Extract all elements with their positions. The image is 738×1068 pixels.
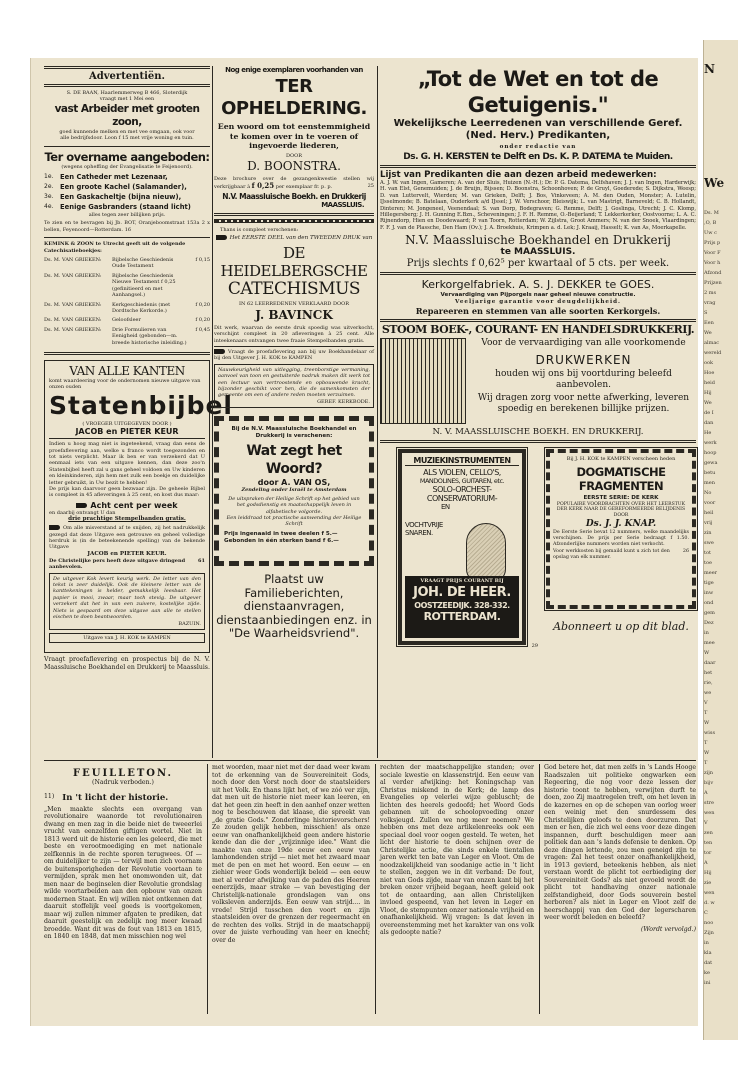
strip-line: mee: [704, 640, 715, 646]
feuilleton-text-3: rechten der maatschappelijke standen; over sociale kwestie en klassenstrijd. Een eeuw van al verder afwijking: het Koningschap van Christus miskend in de Kerk; de lamp des Evangelies op velerlei wijze gebluscht; de lichten des heerels gedoofd; het Woord Gods gebannen uit de schoolopvoeding onzer volksjeugd. Zullen we nog meer noemen? We hebben ons met deze artikelenreeks ook een speciaal doel voor oogen gesteld. Te weten, het licht der historie te doen schijnen over de Christelijke actie, die sinds enkele tientallen jaren werkt ten bate van Leger en Vloot. Om de noodzakelijkheid van soodanige actie in 't licht te stellen, zeggen we in dit verband: De fout, niet van Gods zijde, maar van onzen kant bij het breken onzer vrijheid begaan, heeft geleid ook tot de ontaarding, aan allen Christelijken invloed gespeend, van het leven in Leger en Vloot, de stempunten onzer nationale vrijheid en onafhankelijkheid. Wij vragen: Is dat leven in overeenstemming met het karakter van ons volk als gedoopte natie?: [380, 764, 534, 936]
overname-item-number: 3e.: [44, 193, 54, 201]
strip-line: V: [704, 820, 708, 826]
strip-line: dat: [704, 960, 713, 966]
dog-body-2: Voor werkkosten bij gemaild kunt u zich tot den opslag van elk nummer.: [553, 549, 670, 561]
bavinck-note-text: Vraagt de proefaflevering aan bij uw Boekhandelaar of bij den Uitgever J. H. KOK te KAMPEN: [214, 349, 374, 362]
kemink-item-title: Geloofsleer: [112, 317, 141, 324]
lijst-title: Lijst van Predikanten die aan dezen arbeid medewerken:: [380, 170, 657, 180]
overname-subtitle: (wegens opheffing der Evangelisatie te Feijenoord).: [61, 163, 193, 170]
section-title: Advertentiën.: [89, 71, 165, 82]
debaan-line-3: goed kunnende melken en met vee omgaan, ook voor: [59, 128, 195, 135]
muz-name: JOH. DE HEER.: [413, 584, 511, 600]
middle-ads-column: [214, 66, 374, 758]
overname-item: [44, 182, 210, 192]
lijst-prijs: Prijs slechts f 0,62⁵ per kwartaal of 5 cts. per week.: [406, 258, 670, 270]
strip-line: Afzond: [704, 270, 722, 276]
debaan-line-4: alle bedrijfsdoor. Loon f 15 met vrije woning en tuin.: [60, 135, 194, 142]
strip-line: Hoe: [704, 370, 715, 376]
dog-title-2: FRAGMENTEN: [578, 478, 664, 493]
overname-item: [44, 202, 210, 212]
muz-line-7: SNAREN.: [405, 529, 433, 538]
strip-line: men: [704, 480, 715, 486]
strip-line: 2 ms: [704, 290, 717, 296]
dog-body-row: [553, 549, 689, 561]
tot-de-wet-sub-2: (Ned. Herv.) Predikanten,: [465, 130, 611, 141]
lijst-body: A. J. W. van Ingen, Gameren; A. van der Sluis, Huizen (N.-H.); Dr. P. G. Datema, Delfshaven; J. J. van Ingen, Harderwijk; H. van Elst, Genemuiden; J. de Bruijn, Bijssen; D. Boonstra, Schoonhoven; P. de Gruyl, Goederede; S. Dijkstra, Weesp; D. van Luttervelt, Wierden; M. van Grieken, Delft; J. Bos, Vinkeveen; A. M. den Ouden, Monster; A. Lutelin, IJsselmonde; B. Batelaan, Ouderkerk a/d IJssel; J. W. Verschoor, Bleiswijk; L. van Mastrigt, Barneveld; C. B. Hollandt, Dinteren; M. Jongeneel, Veenendaal; S. van Dorp, Bodegraven; G. Remme, Delft; J. Goslinga, Utrecht; J. C. Klomp, Hillegersberg; J. H. Gunning E.Bzn., Scheveningen; J. F. H. Remme, O.-Beijerland; T. Lekkerkerker, Oostvoorne; L. A. C. Rijnendorp, Hien en Doodewaard; P. van Toorn, Rotterdam; W. Zijlstra, Groot Ammers; N. van der Snoek, Vlaardingen; F. F. J. van de Plassche, Den Ham (Ov.); J. A. Broekhuis, Krimpen a. d. Lek; J. Kraaij, Hasselt; K. van As, Moerkapelle.: [380, 180, 696, 231]
strip-line: gem: [704, 610, 715, 616]
vak-christ-num: 61: [198, 557, 205, 564]
strip-line: vrij: [704, 520, 713, 526]
strip-line: zijn: [704, 770, 714, 776]
chapter-title: In 't licht der historie.: [62, 792, 169, 803]
muz-line-2: MANDOLINES, GUITAREN, etc.: [419, 477, 505, 486]
abonneert: Abonneert u op dit blad.: [553, 620, 689, 634]
lijst-nv: N.V. Maassluische Boekhandel en Drukkerij: [405, 233, 671, 248]
tot-de-wet-sub-1: Wekelijksche Leerredenen van verschillende Geref.: [393, 118, 683, 129]
strip-line: Hij: [704, 390, 712, 396]
kemink-item-name: Ds. M. VAN GRIEKEN:: [44, 326, 102, 333]
pointing-hand-icon: [49, 525, 60, 530]
strip-line: heil: [704, 510, 714, 516]
feuilleton-text-4: God betere het, dat men zelfs in 's Lands Hooge Raadszalen uit politieke ongwarken een Regeering, die nog voor deze lessen der historie toont te hebben, verwijten durft te doen, zoo Zij maatregelen treft, om het leven in de kazernes en op de schepen van oorlog weer een weinig met den snurdessem des Christelijken geloofs te doen doorzuren. Dat men er hen, die zich wel eens voor deze dingen inspannen, durft beschuldigen meer aan politiek dan aan 's lands defensie te denken. Op deze dingen lettende, zou men geneigd zijn te vragen: Zal het teest onzer onafhankelijkheid, in 1913 gevierd, beteekenis hebben, als niet verstaan wordt de plicht tot eerbiediging der Souvereiniteit Gods? als niet gevoeld wordt de plicht tot handhaving onzer nationale zelfstandigheid, door Gods souverein bestel herboren? als niet in Leger en Vloot zelf de heerschappij van den God der legerscharen weer wordt beleden en beleefd?: [544, 764, 696, 921]
strip-line: swe: [704, 540, 714, 546]
dog-subtitle: POPULAIRE VOORDRACHTEN OVER HET LEERSTUK DER KERK NAAR DE GEREFORMEERDE BELIJDENIS DOOR: [556, 501, 686, 518]
violin-illustration: [466, 523, 506, 583]
price-tail: per exemplaar fr. p. p.: [275, 183, 333, 190]
dog-pre: Bij J. H. KOK te KAMPEN verscheen heden: [566, 456, 676, 463]
muz-line-5: EN: [441, 503, 450, 512]
strip-line: We: [704, 400, 712, 406]
strip-line: tot: [704, 550, 712, 556]
vak-quote-source: BAZUIN.: [178, 620, 201, 627]
overname-item-text: Eenige Gasbranders (staand licht): [60, 203, 191, 212]
strip-line: d. w: [704, 900, 715, 906]
strip-line: zin: [704, 530, 712, 536]
vos-price-2: Gebonden in één sterken band f 6.—: [224, 537, 339, 544]
debaan-line-1: S. DE BAAN, Haarlemmerweg B 466, Sloterdijk: [66, 90, 188, 96]
boonstra-price: [214, 176, 374, 190]
statenbijbel-title: Statenbijbel: [49, 390, 233, 420]
nv-maassluis: N.V. Maassluische Boekh. en Drukkerij: [222, 192, 366, 201]
vak-christ-row: [49, 558, 205, 571]
eerste-text: Het EERSTE DEEL van den TWEEDEN DRUK van: [229, 235, 373, 242]
door-label: DOOR: [286, 152, 302, 159]
kemink-item-title: Kerkgeschiedenis (met Dordtsche Kerkorde.): [112, 301, 171, 314]
strip-line: meer: [704, 570, 718, 576]
strip-line: S: [704, 310, 708, 316]
dekker-sub-2: Veeljarige garantie voor deugdelijkheid.: [455, 299, 621, 306]
kemink-item-price: f 0,20: [195, 317, 210, 324]
strip-line: vrag: [704, 300, 716, 306]
strip-line: rie,: [704, 680, 713, 686]
kemink-item: [44, 327, 210, 346]
strip-line: No: [704, 490, 712, 496]
strip-line: in: [704, 630, 709, 636]
strip-line: heid: [704, 380, 715, 386]
ornament-bar: [214, 219, 374, 223]
pointing-hand-icon: [76, 503, 87, 508]
feuilleton-rule: [44, 760, 696, 761]
kemink-item-name: Ds. M. VAN GRIEKEN:: [44, 301, 102, 308]
dekker-sub-1: Vervaardiging van Pijporgels naar geheel nieuwe constructie.: [440, 292, 636, 299]
debaan-line-2: vraagt met 1 Mei een: [99, 96, 155, 103]
strip-line: Ds. M: [704, 210, 719, 216]
debaan-headline: vast Arbeider met grooten zoon,: [54, 102, 200, 128]
muz-title: MUZIEKINSTRUMENTEN: [405, 456, 519, 466]
strip-line: zen: [704, 830, 713, 836]
vak-body-2: De prijs kan daarvoor geen bezwaar zijn. De geheele Bijbel is compleet in 45 afleveringen à 25 cent, en kost dus maar:: [49, 486, 205, 499]
kemink-item-title: Bijbelsche Geschiedenis Oude Testament: [112, 257, 174, 270]
feuilleton-section: [44, 764, 696, 1022]
right-ads-column: [380, 66, 696, 758]
kemink-list: [44, 257, 210, 346]
lijst-te: te MAASSLUIS.: [500, 247, 576, 258]
strip-line: A: [704, 860, 708, 866]
strip-line: T: [704, 740, 708, 746]
muz-line-1: ALS VIOLEN, CELLO'S,: [423, 468, 501, 478]
vak-keur-2: JACOB en PIETER KEUR.: [87, 550, 167, 557]
muz-line-6: VOCHTVRIJE: [405, 521, 443, 530]
strip-line: in: [704, 940, 709, 946]
strip-line: wiss: [704, 730, 716, 736]
stoom-text-2: houden wij ons bij voortduring beleefd aanbevolen.: [495, 369, 672, 391]
strip-initial: N: [704, 62, 715, 76]
strip-line: daar: [704, 660, 716, 666]
heidelbergsche-line-1: DE HEIDELBERGSCHE: [220, 244, 368, 281]
vak-title: VAN ALLE KANTEN: [69, 363, 185, 378]
thans-label: Thans is compleet verschenen:: [220, 227, 299, 233]
drukwerken: DRUKWERKEN: [535, 353, 632, 368]
vak-publisher: JACOB en PIETER KEUR: [75, 427, 179, 437]
strip-line: werk: [704, 440, 717, 446]
stoom-nv: N. V. MAASSLUISCHE BOEKH. EN DRUKKERIJ.: [432, 427, 644, 438]
vak-quote: De uitgever Kok levert keurig werk. De letter van den tekst is zeer duidelijk. Ook de kleinere letter van de kanttekeningen is helder, gemakkelijk leesbaar. Het papier is mooi, zwaar, maar toch stevig. De uitgever verzekert dat het in van een zuivere, kostelijke zijde. Niets is gespaard om deze uitgave aan alle te stellen eischen te doen beantwoorden.: [53, 575, 201, 621]
vak-price: [49, 501, 205, 510]
muz-city: ROTTERDAM.: [423, 609, 501, 623]
door-vos: door A. VAN OS,: [257, 478, 331, 488]
strip-line: kla: [704, 950, 712, 956]
vak-price-2: en daarbij ontvangt U dan: [49, 509, 116, 516]
muz-line-8: VRAAGT PRIJS COURANT BIJ: [420, 578, 504, 585]
bavinck-quote: Nauwkeurigheid van uitlegging, treenborstige vermaning, aanvoel van toon en gestuiterde nadruk maken dit werk tot een lectuur van vertroostende en opbouwende kracht, bijzonder geschikt voor hen, die de samenkomsten der gemeente om een of andere reden moeten verzuimen.: [218, 366, 370, 399]
kemink-item-price: f 0,20: [195, 301, 210, 308]
strip-line: de I: [704, 410, 714, 416]
feuilleton-text-1: „Men maakte slechts een overgang van revolutionaire waanorde tot revolutionairen dwang en men zag in die beide niet de tweeerlei vrucht van eenzelfden giftigen wortel. Niet in 1813 werd uit de historie een les geleerd, die met beste en verootmoediging en met nationale zelfkennis in de rechte sporen terugwees. Of — om duidelijker te zijn — terwijl men zich voornam de buitensporigheden der Revolutie voortaan te vermijden, sprak men het onomwonden uit, dat men naar de beginselen dier Revolutie grondslag wilde voortarbeiden aan den opbouw van onzen modernen Staat. En wij willen niet ontkennen dat daaruit stoffelijk veel goeds is voortgekomen, maar wij zullen nimmer afgaten te prediken, dat daaruit geestelijk en zedelijk nog meer kwaad broedde. Want dit was de fout van 1813 en 1815, en 1840 en 1848, dat men misschien nog wel: [44, 805, 202, 941]
overname-title: Ter overname aangeboden:: [44, 149, 210, 164]
strip-heading: We: [704, 176, 725, 190]
kemink-item-title: Bijbelsche Geschiedenis Nieuwe Testament f 0,25 (gefinitieerd en met Aanhangsel.): [112, 272, 176, 299]
statenbijbel-ad: [44, 360, 233, 653]
kemink-item-price: f 0,15: [195, 257, 210, 264]
strip-line: ke: [704, 970, 710, 976]
bavinck-note: [214, 349, 374, 362]
strip-line: we: [704, 690, 712, 696]
overname-item-text: Een Gaskacheltje (bijna nieuw),: [60, 193, 182, 202]
muz-contact-block: [405, 576, 519, 638]
kemink-item: [44, 257, 210, 270]
dog-body: De Eerste Serie bevat 12 nummers, welke maandelijks verschijnen. De prijs per Serie bedraagt f 1.50. Afzonderlijke nummers worden niet verkocht.: [553, 530, 689, 548]
strip-line: hoop: [704, 450, 717, 456]
overname-item-number: 4e.: [44, 203, 54, 211]
advertisements-column: [44, 66, 233, 710]
strip-line: He: [704, 430, 712, 436]
wat-zegt-title: Wat zegt het Woord?: [246, 443, 342, 478]
dog-number: 26: [682, 549, 689, 555]
strip-line: Zijn: [704, 930, 714, 936]
strip-line: tige: [704, 580, 714, 586]
column-rule: [212, 66, 213, 758]
vos-price: Prijs ingenaaid in twee deelen f 5.—: [224, 530, 338, 537]
strip-line: wen: [704, 810, 715, 816]
vak-plates: drie prachtige Stempelbanden gratis.: [68, 516, 186, 523]
column-rule: [377, 66, 378, 758]
strip-line: dan: [704, 420, 714, 426]
kemink-item-name: Ds. M. VAN GRIEKEN:: [44, 317, 102, 324]
feuilleton-text-2: met woorden, maar niet met der daad weer kwam tot de erkenning van de Souvereiniteit Gods, noch door den Vorst noch door de staatsleiders uit het Volk. En thans lijkt het, of we zóó ver zijn, dat men uit de historie niet meer kan leeren, en dat het geen zin heeft in den aanhef onzer wetten nog te beschouwen dat klaase, die spreekt van „de gratie Gods." Zonderlinge historievorschers! Ze zouden gelijk hebben, misschien! als onze eeuw van onafhankelijkheid geen andere historie kende dan die der „vrijzinnige idee." Want die maakte van onze 19de eeuw een eeuw van lamhondenden strijd — niet met het zwaard maar met de pen en met het woord. Een eeuw — en ziehier weer Gods wonderlijk beleid — een eeuw met al verder afwijking van de paden des Heeren eenerzijds, maar strake — van bevestiging der Christelijk-nationale grondslagen van ons volksleven anderzijds. Een eeuw van strijd.... in vrede! Strijd tusschen den voort en zijn staatsleiden over de grenzen der regeermacht en de rechten des volks. Strijd in de maatschappij over de juiste verhouding van heer en knecht; over de: [212, 764, 370, 944]
strip-line: ini: [704, 980, 711, 986]
strip-line: V: [704, 700, 708, 706]
vak-body: Indien u hoog mag niet is ingeteekend, vraag dan eens de proefaflevering aan, welke u franco wordt toegezonden en tot niets verplicht. Maar ik ben er van verzekerd dat U eenmaal iets van een uitgave kennen, dan deze zoo'n Statenbijbel heeft zal u gans geheel voldoen en Uw kinderen en kleinkinderen, zijn hem met zulk een boekje en duidelijke letter gebruikt, in Uw bezit te hebben!: [49, 441, 205, 486]
muz-line-3: SOLO-ORCHEST-: [432, 485, 492, 495]
overname-note: alles tegen zeer billijken prijs.: [88, 212, 166, 219]
overname-item: [44, 192, 210, 202]
overname-item: [44, 172, 210, 182]
strip-line: Een: [704, 320, 714, 326]
strip-line: voor: [704, 500, 716, 506]
ter-opheldering: TER OPHELDERING.: [221, 76, 367, 119]
strip-line: Voor h: [704, 260, 721, 266]
bavinck-quote-box: [214, 364, 374, 408]
strip-line: Hij: [704, 870, 712, 876]
strip-line: W: [704, 750, 710, 756]
strip-line: het: [704, 670, 713, 676]
stoom-title: STOOM BOEK-, COURANT- EN HANDELSDRUKKERIJ.: [381, 323, 695, 337]
vak-quote-box: [49, 573, 205, 630]
strip-line: W: [704, 650, 710, 656]
tot-de-wet-title: „Tot de Wet en tot de Getuigenis.": [417, 67, 659, 117]
wat-zegt-ad: [214, 416, 374, 566]
strip-line: C: [704, 910, 708, 916]
overname-list: [44, 172, 210, 212]
maassluis-label: MAASSLUIS.: [321, 201, 364, 209]
dog-author: Ds. J. J. KNAP.: [585, 519, 657, 530]
strip-line: almac: [704, 340, 720, 346]
strip-lines: [704, 210, 738, 987]
kemink-item: [44, 273, 210, 299]
printing-press-illustration: [380, 338, 466, 424]
strip-line: inw: [704, 590, 714, 596]
column-rule: [375, 764, 376, 1014]
strip-line: T: [704, 710, 708, 716]
kemink-intro: KEMINK & ZOON te Utrecht geeft uit de volgende Catechisatieboekjes:: [44, 241, 186, 254]
strip-line: ten: [704, 840, 713, 846]
vak-note: [49, 525, 205, 551]
column-rule: [539, 764, 540, 1014]
strip-line: zie: [704, 880, 712, 886]
overname-address: Te zien en te bevragen bij Jb. BOT, Oranjeboomstraat 153a 2 x bellen, Feyenoord—Rotterdam. 16: [44, 220, 210, 233]
kemink-item: [44, 317, 210, 323]
dekker-sub-3: Repareeren en stemmen van alle soorten Kerkorgels.: [415, 306, 661, 317]
vak-publisher-pre: ( VROEGER UITGEGEVEN DOOR ): [82, 420, 172, 427]
strip-line: bijv: [704, 780, 714, 786]
to-be-continued: (Wordt vervolgd.): [640, 925, 696, 933]
bavinck-author: J. BAVINCK: [255, 307, 333, 322]
strip-line: ook: [704, 360, 714, 366]
strip-line: betu: [704, 470, 716, 476]
price-text: Deze brochure over de gezangenkwestie stellen wij verkrijgbaar à: [214, 176, 374, 190]
overname-item-number: 1e.: [44, 173, 54, 181]
kemink-item-title: Drie Formulieren van Eenigheid (gebonden—m. breede historische inleiding.): [112, 326, 187, 346]
vak-kok: Uitgave van J. H. KOK te KAMPEN: [49, 633, 205, 643]
strip-line: Voor F: [704, 250, 721, 256]
vak-footer: Vraagt proefaflevering en prospectus bij de N. V. Maassluische Boekhandel en Drukkerij te Maassluis.: [44, 655, 210, 671]
overname-item-text: Een groote Kachel (Salamander),: [60, 183, 187, 192]
muziek-ad: [398, 449, 538, 649]
strip-line: gewa: [704, 460, 718, 466]
vak-price-text: Acht cent per week: [90, 500, 178, 510]
strip-line: T: [704, 760, 708, 766]
kemink-item: [44, 302, 210, 315]
bij-de: Bij de N.V. Maassluische Boekhandel en Drukkerij is verschenen:: [231, 426, 357, 440]
bavinck-body: Dit werk, waarvan de eerste druk spoedig was uitverkocht, verschijnt compleet in 20 afleveringen à 25 cent. Alle inteekenaars ontvangen twee fraaie Stempelbanden gratis.: [214, 324, 374, 344]
strip-line: Dez: [704, 620, 714, 626]
vak-christ: De Christelijke pers heeft deze uitgave dringend aanbevolen.: [49, 557, 186, 571]
strip-line: We: [704, 330, 712, 336]
pointing-hand-icon: [216, 235, 227, 240]
editors: Ds. G. H. KERSTEN te Delft en Ds. K. P. DATEMA te Muiden.: [403, 152, 673, 162]
strip-line: Prijzen: [704, 280, 722, 286]
strip-line: Prijs p: [704, 240, 721, 246]
muz-line-4: CONSERVATORIUM-: [426, 494, 498, 504]
eerste-deel: [214, 235, 374, 242]
price-value: f 0,25: [251, 180, 275, 190]
strip-line: A: [704, 790, 708, 796]
dog-title-1: DOGMATISCHE: [576, 464, 666, 479]
vak-note-text: Om alle misverstand af te snijden, zij het nadrukkelijk gezegd dat deze Uitgave een getrouwe en geheel volledige herdruk is (in de beteekenende spelling) van de bekende Uitgave: [49, 525, 205, 551]
preeken-line: IN 62 LEERREDENEN VERKLAARD DOOR: [239, 301, 349, 308]
overname-item-number: 2e.: [44, 183, 54, 191]
redactie-label: onder redactie van: [499, 144, 577, 150]
feuilleton-title: FEUILLETON.: [73, 768, 173, 779]
strip-line: stre: [704, 800, 714, 806]
vos-description-2: Een leiddraad tot practische aanwending der Heilige Schrift: [226, 514, 362, 528]
dekker-title: Kerkorgelfabriek. A. S. J. DEKKER te GOES.: [421, 278, 655, 292]
dogmatische-ad: [546, 449, 696, 609]
strip-line: wen: [704, 890, 715, 896]
dog-serie: EERSTE SERIE: DE KERK: [583, 494, 659, 501]
stoom-text-3: Wij dragen zorg voor nette afwerking, leveren spoedig en berekenen billijke prijzen.: [477, 393, 690, 415]
strip-line: tor: [704, 850, 712, 856]
nog-heading: Nog enige exemplaren voorhanden van: [225, 66, 363, 74]
heidelbergsche-line-2: CATECHISMUS: [227, 279, 361, 300]
plaatst-ad: Plaatst uw Familieberichten, dienstaanvragen, dienstaanbiedingen enz. in "De Waarheidsvriend".: [216, 572, 372, 641]
strip-line: ,O, B: [704, 220, 717, 226]
muz-address: OOSTZEEDIJK. 328-332.: [414, 600, 510, 610]
vos-description: De uitspraken der Heilige Schrift op het gebied van het godsdienstig en maatschappelijk leven in alfabetische volgorde.: [228, 495, 360, 515]
price-num: 25: [367, 182, 374, 189]
stoom-text-1: Voor de vervaardiging van alle voorkomende: [481, 338, 686, 349]
feuilleton-subtitle: (Nadruk verboden.): [92, 779, 154, 786]
strip-line: Uw c: [704, 230, 717, 236]
vos-subtitle: Zendeling onder Israël te Amsterdam: [241, 487, 347, 494]
vak-subtitle: komt waardeering voor de ondernomen nieuwe uitgave van onzen ouden: [49, 377, 201, 391]
muz-number: 29: [531, 642, 538, 649]
kemink-item-name: Ds. M. VAN GRIEKEN:: [44, 257, 102, 264]
adjacent-page-strip: [703, 40, 738, 1040]
strip-line: ond: [704, 600, 714, 606]
boonstra-author: D. BOONSTRA.: [247, 159, 341, 174]
woord-text: Een woord om tot eenstemmigheid te komen over in te voeren of ingevoerde liederen,: [217, 122, 371, 151]
kemink-item-name: Ds. M. VAN GRIEKEN:: [44, 272, 102, 279]
overname-item-text: Een Catheder met Lezenaar,: [60, 173, 168, 182]
strip-line: noo: [704, 920, 714, 926]
kemink-item-price: [188, 273, 210, 299]
column-rule: [207, 764, 208, 1014]
bavinck-quote-source: GEREF. KERKBODE.: [317, 398, 370, 405]
episode-number: 11): [44, 792, 55, 800]
kemink-item-price: f 0,45: [195, 326, 210, 333]
strip-line: toe: [704, 560, 712, 566]
pointing-hand-icon: [214, 349, 225, 354]
strip-line: W: [704, 720, 710, 726]
strip-line: wereld: [704, 350, 722, 356]
